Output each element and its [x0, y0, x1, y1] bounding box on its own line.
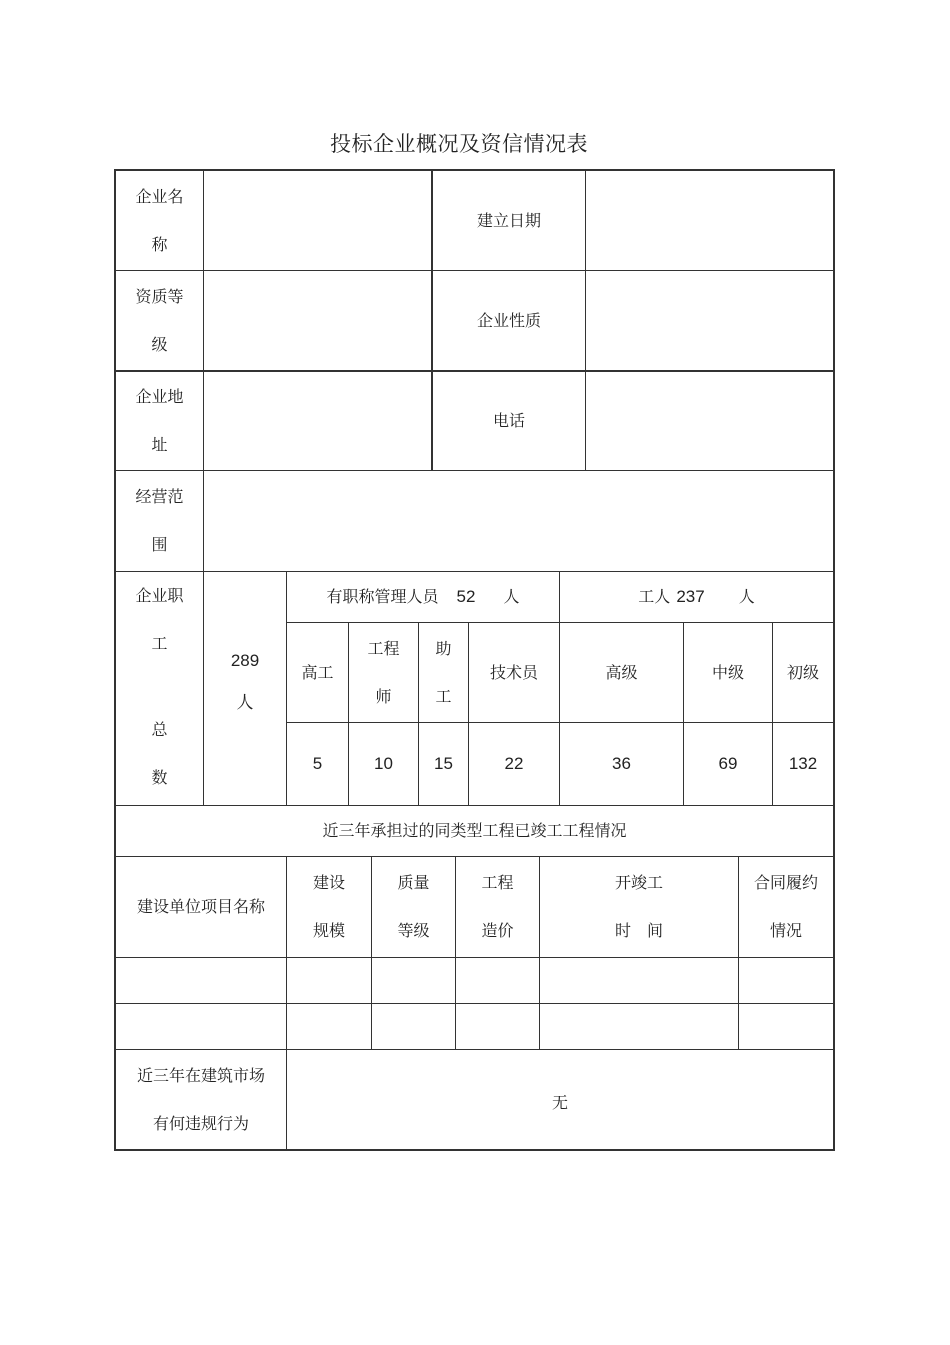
category-value: 15 — [434, 754, 453, 773]
project-cell[interactable] — [739, 958, 833, 1003]
project-header-name: 建设单位项目名称 — [136, 897, 265, 916]
address-label: 企业地 址 — [135, 387, 184, 454]
project-header-scale: 建设 规模 — [312, 873, 345, 940]
rule — [833, 169, 835, 1151]
staff-total: 289 人 — [230, 651, 260, 712]
category-value: 36 — [612, 754, 631, 773]
managers-label: 有职称管理人员 — [326, 587, 439, 606]
address-value[interactable] — [204, 372, 431, 470]
project-cell[interactable] — [116, 958, 286, 1003]
project-header-cost: 工程 造价 — [481, 873, 514, 940]
page-title: 投标企业概况及资信情况表 — [330, 132, 588, 156]
category-value: 10 — [374, 754, 393, 773]
project-cell[interactable] — [540, 1004, 738, 1049]
category-label: 高级 — [605, 662, 638, 682]
founding-date-label: 建立日期 — [476, 210, 541, 230]
company-name-value[interactable] — [204, 171, 431, 270]
project-cell[interactable] — [739, 1004, 833, 1049]
business-scope-label: 经营范 围 — [135, 487, 184, 554]
staff-label-top: 企业职 工 — [135, 586, 184, 653]
category-label: 高工 — [301, 662, 334, 682]
managers-count: 52 — [456, 587, 476, 606]
project-cell[interactable] — [287, 958, 371, 1003]
phone-value[interactable] — [586, 372, 833, 470]
qualification-label: 资质等 级 — [135, 286, 184, 354]
founding-date-value[interactable] — [586, 171, 833, 270]
project-cell[interactable] — [456, 1004, 539, 1049]
category-value: 5 — [312, 754, 323, 773]
violations-value[interactable]: 无 — [551, 1093, 568, 1112]
workers-header — [560, 572, 833, 622]
company-name-label: 企业名 称 — [135, 186, 184, 254]
project-header-dates: 开竣工 时 间 — [614, 873, 663, 940]
category-label: 中级 — [711, 662, 744, 682]
company-nature-label: 企业性质 — [476, 310, 541, 330]
category-label: 初级 — [786, 662, 819, 682]
phone-label: 电话 — [492, 411, 525, 430]
category-value: 132 — [788, 754, 818, 773]
project-cell[interactable] — [540, 958, 738, 1003]
project-header-contract: 合同履约 情况 — [753, 873, 818, 940]
staff-label-bottom: 总 数 — [151, 720, 168, 787]
business-scope-value[interactable] — [204, 471, 833, 571]
violations-label: 近三年在建筑市场 有何违规行为 — [136, 1065, 265, 1133]
category-label: 工程 师 — [367, 638, 400, 706]
project-header-quality: 质量 等级 — [397, 873, 430, 940]
managers-header — [287, 572, 559, 622]
project-cell[interactable] — [372, 1004, 455, 1049]
managers-unit: 人 — [503, 587, 520, 606]
project-cell[interactable] — [372, 958, 455, 1003]
project-cell[interactable] — [116, 1004, 286, 1049]
workers-count: 237 — [676, 587, 705, 606]
category-value: 69 — [718, 754, 738, 773]
category-label: 技术员 — [489, 662, 538, 682]
projects-section-title: 近三年承担过的同类型工程已竣工工程情况 — [322, 821, 627, 840]
workers-unit: 人 — [738, 587, 755, 606]
company-nature-value[interactable] — [586, 271, 833, 370]
category-label: 助 工 — [435, 638, 452, 706]
workers-label: 工人 — [638, 587, 671, 606]
project-cell[interactable] — [456, 958, 539, 1003]
qualification-value[interactable] — [204, 271, 431, 370]
project-cell[interactable] — [287, 1004, 371, 1049]
category-value: 22 — [504, 754, 524, 773]
